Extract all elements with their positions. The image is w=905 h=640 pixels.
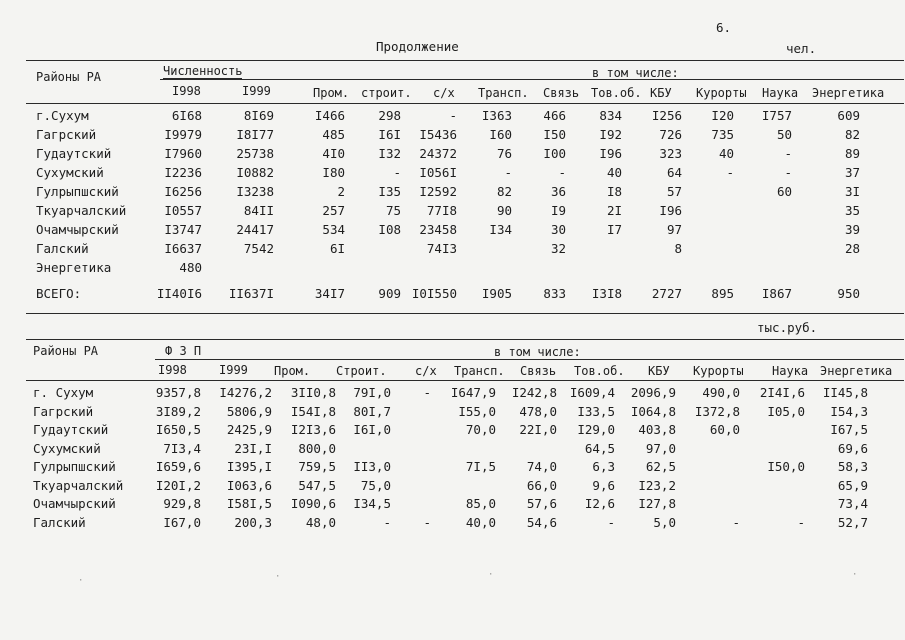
- table2-cell-nauka: 2I4I,6: [759, 385, 805, 400]
- table1-total-stroit: 909: [378, 286, 401, 301]
- table1-cell-kbu: 57: [666, 184, 682, 199]
- page-title: Продолжение: [376, 39, 459, 54]
- table2-cell-trans: 40,0: [465, 514, 496, 530]
- table1-cell-y1999: 84II: [243, 203, 274, 218]
- table1-cell-tovob: I92: [599, 127, 622, 142]
- table1-col-tovob: Тов.об.: [591, 86, 642, 100]
- table1-cell-y1999: 25738: [236, 146, 274, 161]
- table2-cell-svyaz: 57,6: [526, 496, 557, 511]
- table1-header-including: в том числе:: [592, 66, 679, 80]
- table2-cell-y1999: 23I,I: [234, 440, 272, 456]
- table2-cell-tovob: 6,3: [592, 459, 615, 474]
- table1-cell-kbu: 726: [659, 127, 682, 142]
- table2-cell-kbu: I27,8: [638, 496, 676, 511]
- table1-cell-sx: -: [449, 108, 457, 123]
- table1-cell-stroit: -: [393, 165, 401, 180]
- table1-total-prom: 34I7: [314, 286, 345, 301]
- table1-cell-energ: 609: [837, 108, 860, 123]
- table1-cell-tovob: I7: [606, 222, 622, 237]
- table2-cell-svyaz: 74,0: [526, 459, 557, 474]
- table2-header-regions: Районы РА: [33, 344, 99, 358]
- table2-cell-energ: 65,9: [837, 477, 868, 493]
- table1-cell-nauka: 50: [776, 127, 792, 142]
- table2-cell-kurorty: 490,0: [702, 385, 740, 400]
- table1-cell-tovob: 2I: [606, 203, 622, 218]
- table2-cell-stroit: I6I,0: [353, 422, 391, 437]
- table1-cell-y1998: I0557: [164, 203, 202, 218]
- table1-total-1999: II637I: [228, 286, 274, 301]
- table2-cell-tovob: 64,5: [584, 440, 615, 456]
- page-number: 6.: [716, 20, 732, 35]
- table1-cell-y1998: I6256: [164, 184, 202, 199]
- table1-cell-nauka: 60: [776, 184, 792, 199]
- table1-total-1998: II40I6: [156, 286, 202, 301]
- table1-cell-tovob: 834: [599, 108, 622, 123]
- table1-cell-y1998: I7960: [164, 146, 202, 161]
- table2-cell-y1999: I4276,2: [219, 385, 272, 400]
- table1-cell-trans: I60: [489, 127, 512, 142]
- table1-row: [0, 146, 905, 162]
- table1-cell-trans: I363: [481, 108, 512, 123]
- table2-top-rule: [26, 339, 904, 340]
- table1-cell-prom: I80: [322, 165, 345, 180]
- table1-cell-kbu: 8: [674, 241, 682, 256]
- table1-cell-y1999: I8I77: [236, 127, 274, 142]
- table1-col-sx: с/х: [433, 86, 455, 100]
- table2-cell-kbu: 2096,9: [630, 385, 676, 400]
- table2-cell-svyaz: 22I,0: [519, 422, 557, 437]
- table2-cell-svyaz: I242,8: [511, 385, 557, 400]
- table2-row: [0, 404, 905, 420]
- table1-row: [0, 184, 905, 200]
- table1-cell-kbu: 64: [666, 165, 682, 180]
- table1-total-svyaz: 833: [543, 286, 566, 301]
- table2-col-sx: с/х: [415, 364, 437, 378]
- table1-row: [0, 260, 905, 276]
- table1-cell-kurorty: I20: [711, 108, 734, 123]
- table1-cell-energ: 3I: [844, 184, 860, 199]
- table1-cell-tovob: I96: [599, 146, 622, 161]
- table2-col-svyaz: Связь: [520, 364, 557, 378]
- table2-cell-tovob: I29,0: [577, 422, 615, 437]
- table2-cell-sx: -: [423, 385, 431, 400]
- table1-cell-kbu: 97: [666, 222, 682, 237]
- table2-col-nauka: Наука: [772, 364, 809, 378]
- table1-cell-kurorty: 735: [711, 127, 734, 142]
- table2-cell-prom: 547,5: [298, 477, 336, 493]
- table2-col-stroit: Строит.: [336, 364, 387, 378]
- table1-bottom-rule: [26, 313, 904, 314]
- table2-cell-trans: 7I,5: [465, 459, 496, 474]
- table1-cell-y1999: 7542: [243, 241, 274, 256]
- table1-cell-name: Гагрский: [36, 127, 97, 142]
- table1-cell-y1998: I6637: [164, 241, 202, 256]
- table1-year-1998: I998: [172, 84, 201, 98]
- table2-cell-stroit: II3,0: [353, 459, 391, 474]
- table1-cell-y1999: I0882: [236, 165, 274, 180]
- table2-cell-nauka: -: [797, 514, 805, 530]
- table2-cell-name: г. Сухум: [33, 385, 94, 400]
- table2-cell-y1998: I659,6: [155, 459, 201, 474]
- table2-cell-stroit: 79I,0: [353, 385, 391, 400]
- table2-cell-kurorty: 60,0: [709, 422, 740, 437]
- scan-mark: ·: [488, 570, 494, 580]
- table2-cell-name: Сухумский: [33, 440, 101, 456]
- table2-cell-stroit: 80I,7: [353, 403, 391, 419]
- table2-row: [0, 515, 905, 531]
- table2-cell-trans: 85,0: [465, 496, 496, 511]
- table1-cell-sx: 24372: [419, 146, 457, 161]
- table2-cell-tovob: I609,4: [569, 385, 615, 400]
- table1-cell-sx: 77I8: [426, 203, 457, 218]
- table2-cell-tovob: I2,6: [584, 496, 615, 511]
- table1-cell-prom: 257: [322, 203, 345, 218]
- table1-cell-trans: -: [504, 165, 512, 180]
- table2-cell-energ: 58,3: [837, 459, 868, 474]
- table1-cell-kurorty: -: [726, 165, 734, 180]
- table2-col-energ: Энергетика: [820, 364, 893, 378]
- table2-cell-trans: I647,9: [450, 385, 496, 400]
- table2-cell-name: Гулрыпшский: [33, 459, 116, 474]
- table2-cell-y1998: I650,5: [155, 422, 201, 437]
- table1-cell-prom: 534: [322, 222, 345, 237]
- table1-cell-energ: 35: [844, 203, 860, 218]
- table1-cell-nauka: I757: [761, 108, 792, 123]
- table2-cell-prom: 759,5: [298, 459, 336, 474]
- table1-col-trans: Трансп.: [478, 86, 529, 100]
- table2-cell-prom: 3II0,8: [290, 385, 336, 400]
- table2-col-kbu: КБУ: [648, 364, 670, 378]
- table1-body-rule: [26, 103, 904, 104]
- table1-cell-svyaz: I00: [543, 146, 566, 161]
- table1-top-rule: [26, 60, 904, 61]
- table2-cell-trans: I55,0: [458, 403, 496, 419]
- table2-cell-tovob: -: [607, 514, 615, 530]
- table2-cell-kbu: 97,0: [645, 440, 676, 456]
- table1-total-energ: 950: [837, 286, 860, 301]
- table1-col-energ: Энергетика: [812, 86, 885, 100]
- table2-cell-svyaz: 66,0: [526, 477, 557, 493]
- table1-cell-svyaz: I50: [543, 127, 566, 142]
- table2-cell-prom: I090,6: [290, 496, 336, 511]
- table2-cell-kurorty: -: [732, 514, 740, 530]
- table1-cell-y1998: 6I68: [171, 108, 202, 123]
- table1-cell-energ: 28: [844, 241, 860, 256]
- table1-row: [0, 222, 905, 238]
- table2-cell-y1999: 2425,9: [226, 422, 272, 437]
- table2-row: [0, 422, 905, 438]
- table1-cell-name: Гулрыпшский: [36, 184, 119, 199]
- table1-header-rule: [160, 79, 904, 80]
- table1-cell-name: Гудаутский: [36, 146, 112, 161]
- table2-row: [0, 459, 905, 475]
- table1-cell-tovob: I8: [606, 184, 622, 199]
- table1-col-nauka: Наука: [762, 86, 799, 100]
- table2-row: [0, 385, 905, 401]
- table1-row: [0, 127, 905, 143]
- table1-cell-prom: 4I0: [322, 146, 345, 161]
- table2-cell-prom: 800,0: [298, 440, 336, 456]
- table2-cell-sx: -: [423, 514, 431, 530]
- table1-cell-trans: 90: [496, 203, 512, 218]
- table1-cell-energ: 82: [844, 127, 860, 142]
- table2-cell-name: Очамчырский: [33, 496, 116, 511]
- table1-total-kurorty: 895: [711, 286, 734, 301]
- table2-cell-stroit: -: [383, 514, 391, 530]
- table2-body-rule: [26, 380, 904, 381]
- table1-cell-stroit: I08: [378, 222, 401, 237]
- table2-cell-y1999: 5806,9: [226, 403, 272, 419]
- table2-cell-energ: I67,5: [830, 422, 868, 437]
- table2-cell-svyaz: 54,6: [526, 514, 557, 530]
- table1-cell-trans: 82: [496, 184, 512, 199]
- table2-header-rule: [155, 359, 904, 360]
- unit-label-thousand-rub: тыс.руб.: [757, 320, 818, 335]
- table2-row: [0, 441, 905, 457]
- table2-header-including: в том числе:: [494, 345, 581, 359]
- table1-cell-svyaz: 30: [550, 222, 566, 237]
- table2-cell-kbu: I23,2: [638, 477, 676, 493]
- table2-col-kurorty: Курорты: [693, 364, 744, 378]
- table2-cell-prom: 48,0: [305, 514, 336, 530]
- table1-cell-sx: I5436: [419, 127, 457, 142]
- table2-year-1998: I998: [158, 363, 187, 377]
- table1-col-kbu: КБУ: [650, 86, 672, 100]
- table2-header-fzp: Ф З П: [165, 344, 202, 358]
- table1-cell-sx: 74I3: [426, 241, 457, 256]
- table2-cell-prom: I54I,8: [290, 403, 336, 419]
- table1-col-kurorty: Курорты: [696, 86, 747, 100]
- table1-cell-name: Ткуарчалский: [36, 203, 127, 218]
- table2-row: [0, 496, 905, 512]
- table1-cell-y1998: 480: [179, 260, 202, 275]
- table1-cell-name: Энергетика: [36, 260, 112, 275]
- table2-cell-energ: II45,8: [822, 385, 868, 400]
- table2-col-trans: Трансп.: [454, 364, 505, 378]
- table2-cell-name: Ткуарчалский: [33, 477, 124, 493]
- table1-cell-nauka: -: [784, 165, 792, 180]
- table2-cell-svyaz: 478,0: [519, 403, 557, 419]
- table1-cell-stroit: I6I: [378, 127, 401, 142]
- table2-cell-y1998: 7I3,4: [163, 440, 201, 456]
- table1-col-prom: Пром.: [313, 86, 350, 100]
- table1-cell-svyaz: 466: [543, 108, 566, 123]
- table1-cell-sx: I2592: [419, 184, 457, 199]
- table1-header-regions: Районы РА: [36, 70, 102, 84]
- table2-cell-energ: 52,7: [837, 514, 868, 530]
- scan-mark: ·: [78, 576, 84, 586]
- table2-cell-y1999: I395,I: [226, 459, 272, 474]
- table1-cell-stroit: I35: [378, 184, 401, 199]
- table1-cell-kbu: 323: [659, 146, 682, 161]
- scan-mark: ·: [275, 572, 281, 582]
- table1-cell-stroit: 75: [385, 203, 401, 218]
- table2-cell-nauka: I50,0: [767, 459, 805, 474]
- table2-cell-name: Гудаутский: [33, 422, 109, 437]
- table2-cell-y1998: 929,8: [163, 496, 201, 511]
- table1-col-stroit: строит.: [361, 86, 412, 100]
- table2-cell-y1998: I20I,2: [155, 477, 201, 493]
- table1-row: [0, 108, 905, 124]
- table1-total-kbu: 2727: [651, 286, 682, 301]
- table1-cell-stroit: 298: [378, 108, 401, 123]
- table1-cell-y1998: I3747: [164, 222, 202, 237]
- table1-year-1999: I999: [242, 84, 271, 98]
- table1-header-population: Численность: [163, 64, 243, 78]
- table1-cell-name: Галский: [36, 241, 89, 256]
- table2-cell-energ: 69,6: [837, 440, 868, 456]
- table2-cell-kbu: 403,8: [638, 422, 676, 437]
- table2-cell-name: Галский: [33, 514, 86, 530]
- table2-col-prom: Пром.: [274, 364, 311, 378]
- table1-cell-svyaz: I9: [550, 203, 566, 218]
- table1-cell-svyaz: 36: [550, 184, 566, 199]
- table1-total-tovob: I3I8: [591, 286, 622, 301]
- table2-col-tovob: Тов.об.: [574, 364, 625, 378]
- table1-cell-y1998: I2236: [164, 165, 202, 180]
- table1-cell-svyaz: -: [558, 165, 566, 180]
- table1-cell-name: Сухумский: [36, 165, 104, 180]
- table1-total-sx: I0I550: [411, 286, 457, 301]
- table2-cell-y1999: I063,6: [226, 477, 272, 493]
- table2-cell-prom: I2I3,6: [290, 422, 336, 437]
- scan-mark: ·: [852, 570, 858, 580]
- table2-cell-y1998: 9357,8: [155, 385, 201, 400]
- table2-row: [0, 478, 905, 494]
- table2-cell-y1999: I58I,5: [226, 496, 272, 511]
- table1-cell-prom: 485: [322, 127, 345, 142]
- table2-cell-nauka: I05,0: [767, 403, 805, 419]
- unit-label-people: чел.: [786, 41, 817, 56]
- table1-cell-trans: 76: [496, 146, 512, 161]
- table1-total-trans: I905: [481, 286, 512, 301]
- table1-col-svyaz: Связь: [543, 86, 580, 100]
- table1-total-row: [0, 286, 905, 302]
- table1-cell-prom: 2: [337, 184, 345, 199]
- table2-cell-y1999: 200,3: [234, 514, 272, 530]
- table1-cell-prom: I466: [314, 108, 345, 123]
- table1-cell-kurorty: 40: [718, 146, 734, 161]
- table2-cell-stroit: 75,0: [360, 477, 391, 493]
- table1-cell-sx: 23458: [419, 222, 457, 237]
- table2-year-1999: I999: [219, 363, 248, 377]
- table1-cell-svyaz: 32: [550, 241, 566, 256]
- table2-cell-name: Гагрский: [33, 403, 94, 419]
- table2-cell-kurorty: I372,8: [694, 403, 740, 419]
- table2-cell-stroit: I34,5: [353, 496, 391, 511]
- table1-cell-nauka: -: [784, 146, 792, 161]
- table1-cell-y1999: I3238: [236, 184, 274, 199]
- table1-cell-sx: I056I: [419, 165, 457, 180]
- table1-row: [0, 241, 905, 257]
- table2-cell-trans: 70,0: [465, 422, 496, 437]
- table2-cell-tovob: 9,6: [592, 477, 615, 493]
- table1-cell-kbu: I96: [659, 203, 682, 218]
- table1-cell-name: г.Сухум: [36, 108, 89, 123]
- table1-row: [0, 165, 905, 181]
- table1-total-label: ВСЕГО:: [36, 286, 82, 301]
- table1-cell-name: Очамчырский: [36, 222, 119, 237]
- table1-cell-trans: I34: [489, 222, 512, 237]
- table1-cell-kbu: I256: [651, 108, 682, 123]
- table2-cell-tovob: I33,5: [577, 403, 615, 419]
- table2-cell-y1998: I67,0: [163, 514, 201, 530]
- table1-cell-y1999: 8I69: [243, 108, 274, 123]
- table1-cell-tovob: 40: [606, 165, 622, 180]
- table2-cell-kbu: I064,8: [630, 403, 676, 419]
- table1-cell-stroit: I32: [378, 146, 401, 161]
- table1-cell-energ: 89: [844, 146, 860, 161]
- table2-cell-kbu: 5,0: [653, 514, 676, 530]
- table1-row: [0, 203, 905, 219]
- table1-cell-energ: 37: [844, 165, 860, 180]
- table1-cell-prom: 6I: [329, 241, 345, 256]
- table2-cell-y1998: 3I89,2: [155, 403, 201, 419]
- table1-cell-y1998: I9979: [164, 127, 202, 142]
- table2-cell-kbu: 62,5: [645, 459, 676, 474]
- table1-cell-y1999: 24417: [236, 222, 274, 237]
- table1-total-nauka: I867: [761, 286, 792, 301]
- table2-cell-energ: I54,3: [830, 403, 868, 419]
- table2-cell-energ: 73,4: [837, 496, 868, 511]
- table1-cell-energ: 39: [844, 222, 860, 237]
